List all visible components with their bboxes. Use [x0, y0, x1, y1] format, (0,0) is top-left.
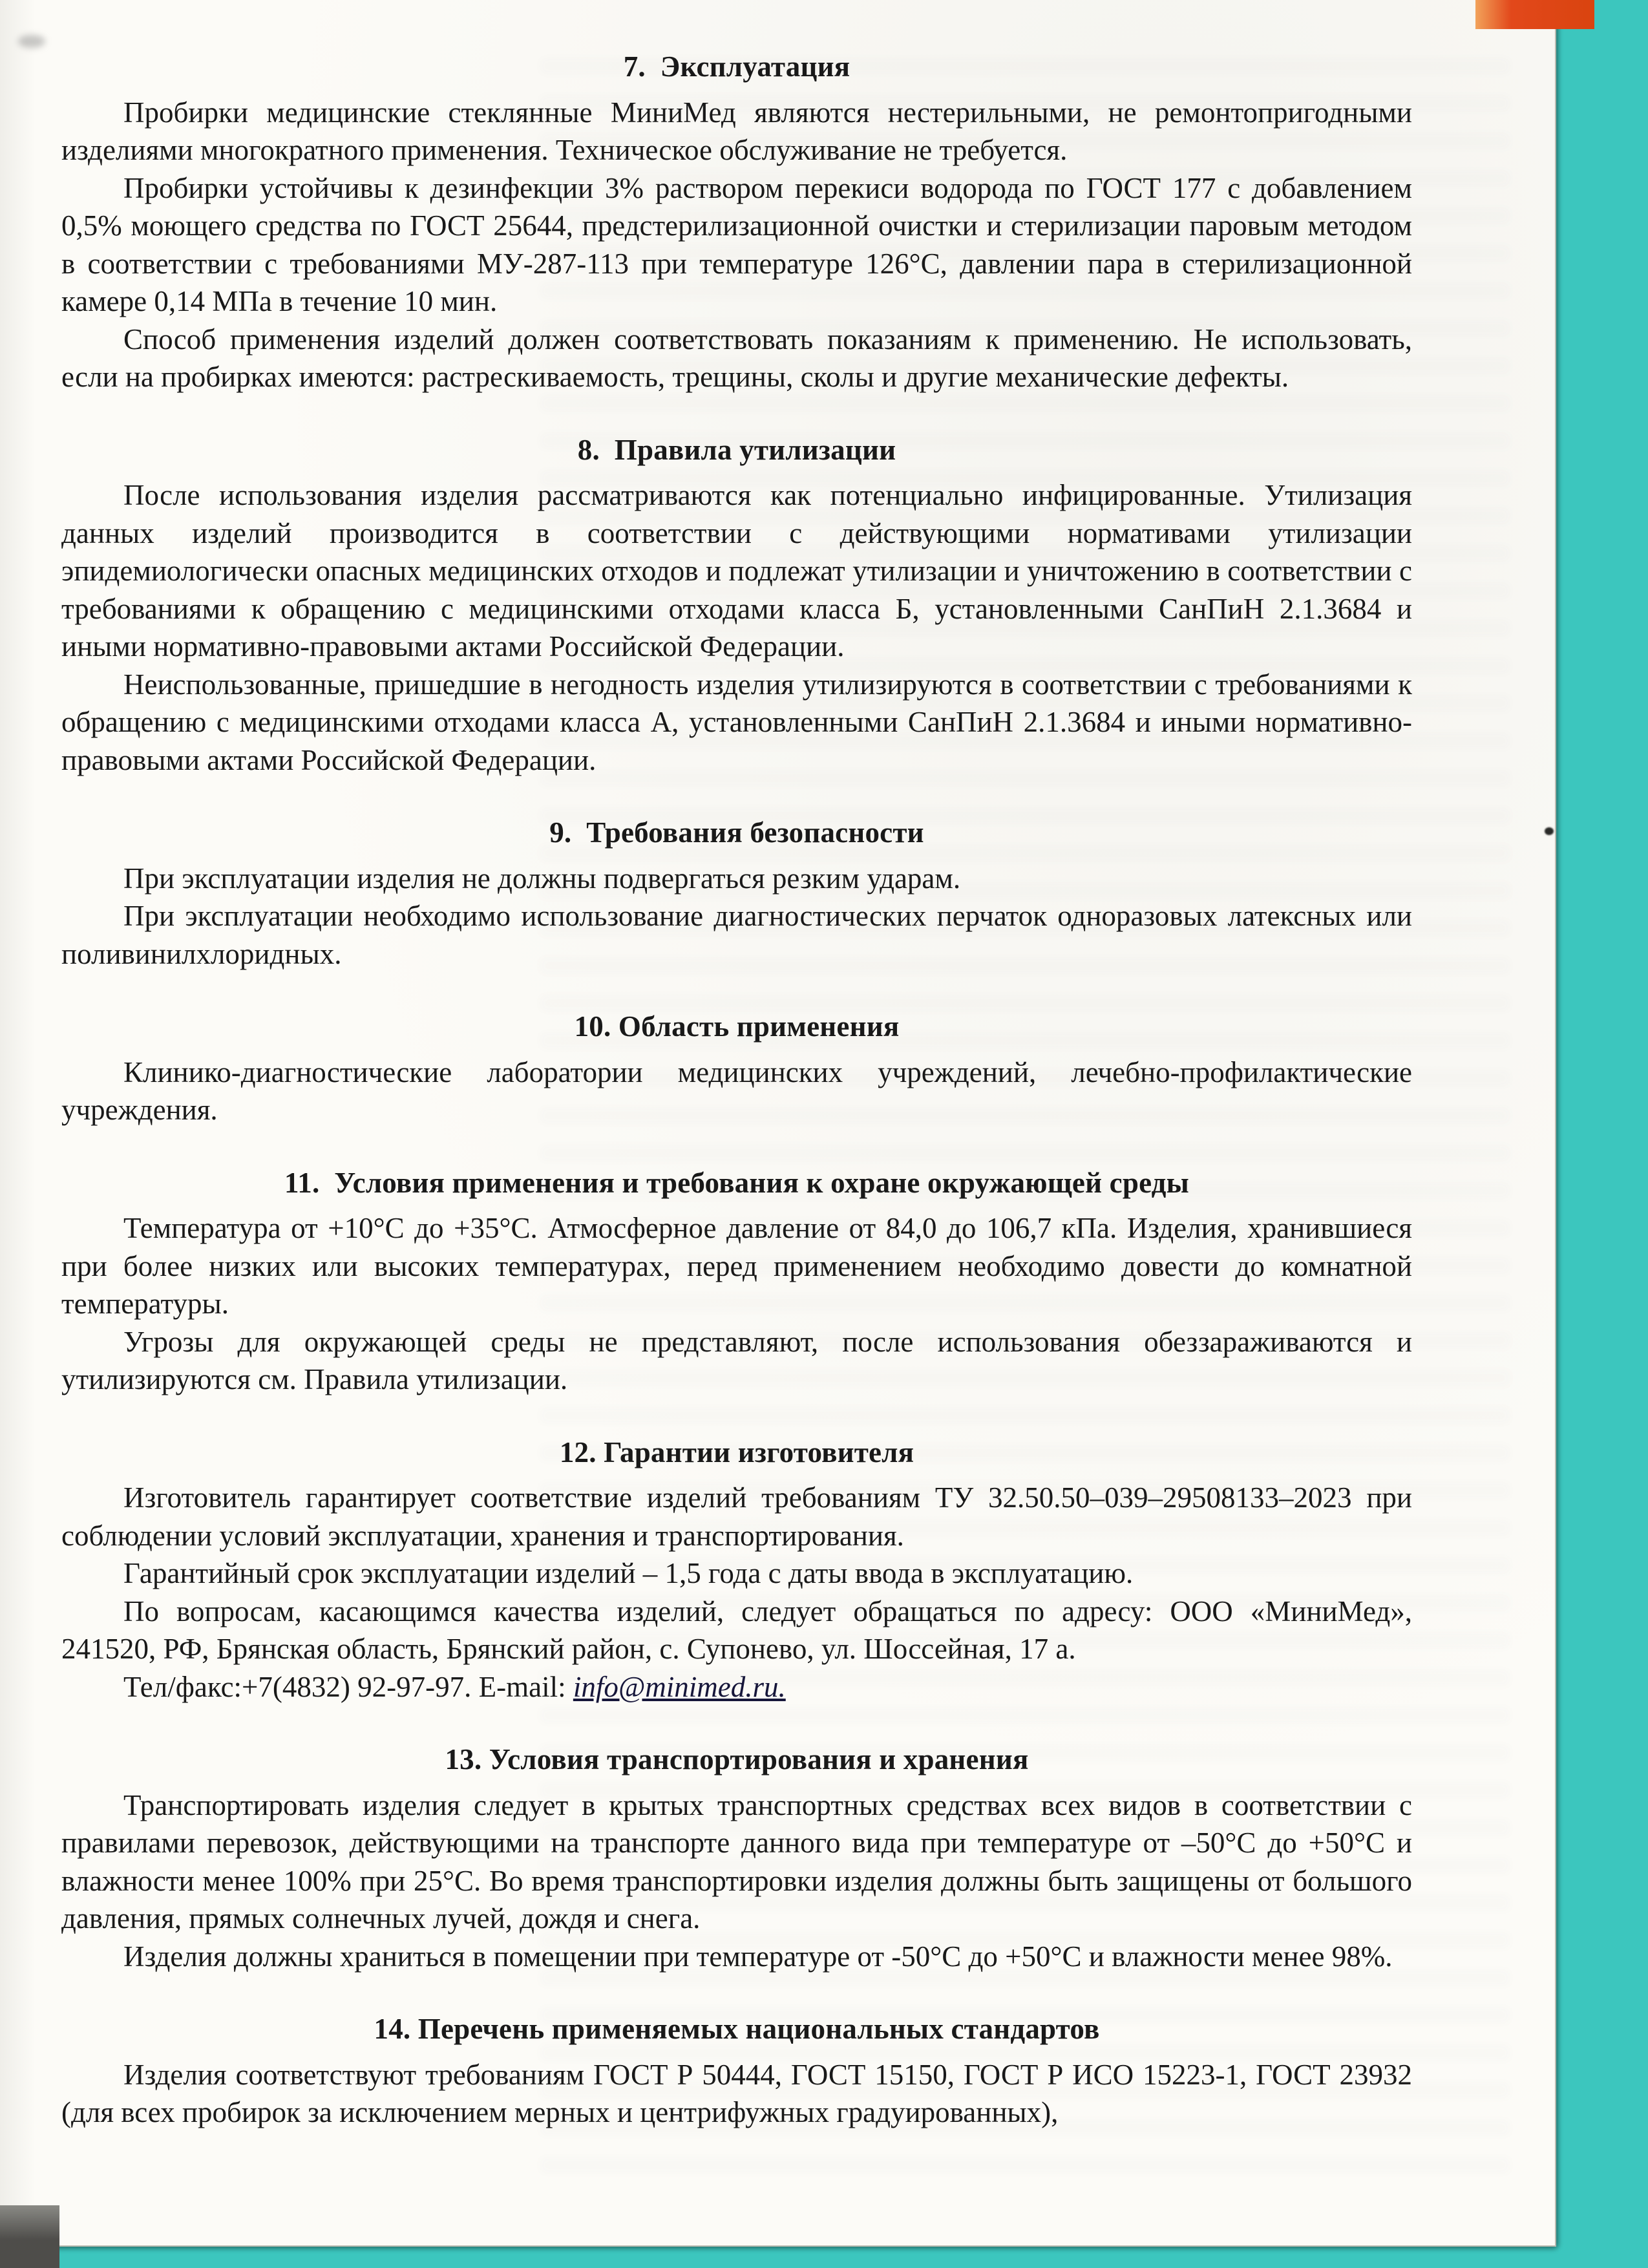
- heading-section-8-disposal-rules: 8. Правила утилизации: [577, 433, 896, 466]
- paragraph: Температура от +10°С до +35°С. Атмосферное давление от 84,0 до 106,7 кПа. Изделия, хранившиеся при более низких или высоких температурах, перед применением необходимо довести до комнатной температуры.: [61, 1212, 1412, 1320]
- paragraph: По вопросам, касающимся качества изделий, следует обращаться по адресу: ООО «МиниМед», 241520, РФ, Брянская область, Брянский район, с. Супонево, ул. Шоссейная, 17 а.: [61, 1595, 1412, 1665]
- paragraph: Способ применения изделий должен соответствовать показаниям к применению. Не использовать, если на пробирках имеются: растрескиваемость, трещины, сколы и другие механические дефекты.: [61, 323, 1412, 393]
- orange-corner-mark: [1475, 0, 1594, 29]
- paragraph: Транспортировать изделия следует в крытых транспортных средствах всех видов в соответствии с правилами перевозок, действующими на транспорте данного вида при температуре от –50°С до +50°С и влажности менее 100% при 25°С. Во время транспортировки изделия должны быть защищены от большого давления, прямых солнечных лучей, дождя и снега.: [61, 1788, 1412, 1934]
- paragraph: Гарантийный срок эксплуатации изделий – 1,5 года с даты ввода в эксплуатацию.: [123, 1557, 1134, 1589]
- heading-section-10-application-area: 10. Область применения: [574, 1010, 900, 1043]
- paragraph: Изделия соответствуют требованиям ГОСТ Р 50444, ГОСТ 15150, ГОСТ Р ИСО 15223-1, ГОСТ 23932 (для всех пробирок за исключением мерных и центрифужных градуированных),: [61, 2058, 1412, 2128]
- document-body: [61, 45, 1412, 2132]
- scan-smudge: [18, 35, 45, 48]
- dark-bottom-left-corner: [0, 2205, 59, 2268]
- scan-edge-speck: [1545, 827, 1554, 835]
- paragraph: Пробирки медицинские стеклянные МиниМед являются нестерильными, не ремонтопригодными изделиями многократного применения. Техническое обслуживание не требуется.: [61, 96, 1412, 166]
- paragraph: Изготовитель гарантирует соответствие изделий требованиям ТУ 32.50.50–039–29508133–2023 при соблюдении условий эксплуатации, хранения и транспортирования.: [61, 1481, 1412, 1552]
- heading-section-13-transport-storage: 13. Условия транспортирования и хранения: [445, 1743, 1029, 1775]
- heading-section-11-environmental-conditions: 11. Условия применения и требования к охране окружающей среды: [284, 1166, 1189, 1199]
- heading-section-14-national-standards: 14. Перечень применяемых национальных стандартов: [374, 2013, 1100, 2045]
- paragraph: Клинико-диагностические лаборатории медицинских учреждений, лечебно-профилактические учреждения.: [61, 1055, 1412, 1126]
- contact-text: Тел/факс:+7(4832) 92-97-97. E-mail:: [123, 1670, 573, 1703]
- paragraph: При эксплуатации необходимо использование диагностических перчаток одноразовых латексных или поливинилхлоридных.: [61, 900, 1412, 970]
- contact-line: [61, 1668, 1412, 1706]
- paragraph: После использования изделия рассматриваются как потенциально инфицированные. Утилизация данных изделий производится в соответствии с действующими нормативами утилизации эпидемиологически опасных медицинских отходов и подлежат утилизации и уничтожению в соответствии с требованиями к обращению с медицинскими отходами класса Б, установленными СанПиН 2.1.3684 и иными нормативно-правовыми актами Российской Федерации.: [61, 479, 1412, 662]
- paragraph: При эксплуатации изделия не должны подвергаться резким ударам.: [123, 862, 961, 895]
- paragraph: Изделия должны храниться в помещении при температуре от -50°С до +50°С и влажности менее 98%.: [123, 1940, 1393, 1973]
- heading-section-12-manufacturer-warranty: 12. Гарантии изготовителя: [559, 1436, 914, 1468]
- paragraph: Угрозы для окружающей среды не представляют, после использования обеззараживаются и утилизируются см. Правила утилизации.: [61, 1325, 1412, 1395]
- paragraph: Неиспользованные, пришедшие в негодность изделия утилизируются в соответствии с требованиями к обращению с медицинскими отходами класса А, установленными СанПиН 2.1.3684 и иными нормативно-правовыми актами Российской Федерации.: [61, 668, 1412, 776]
- paragraph: Пробирки устойчивы к дезинфекции 3% раствором перекиси водорода по ГОСТ 177 с добавлением 0,5% моющего средства по ГОСТ 25644, предстерилизационной очистки и стерилизации паровым методом в соответствии с требованиями МУ-287-113 при температуре 126°С, давлении пара в стерилизационной камере 0,14 МПа в течение 10 мин.: [61, 171, 1412, 317]
- heading-section-9-safety-requirements: 9. Требования безопасности: [549, 816, 924, 849]
- email-link[interactable]: info@minimed.ru.: [573, 1670, 786, 1703]
- heading-section-7-operation: 7. Эксплуатация: [623, 50, 850, 83]
